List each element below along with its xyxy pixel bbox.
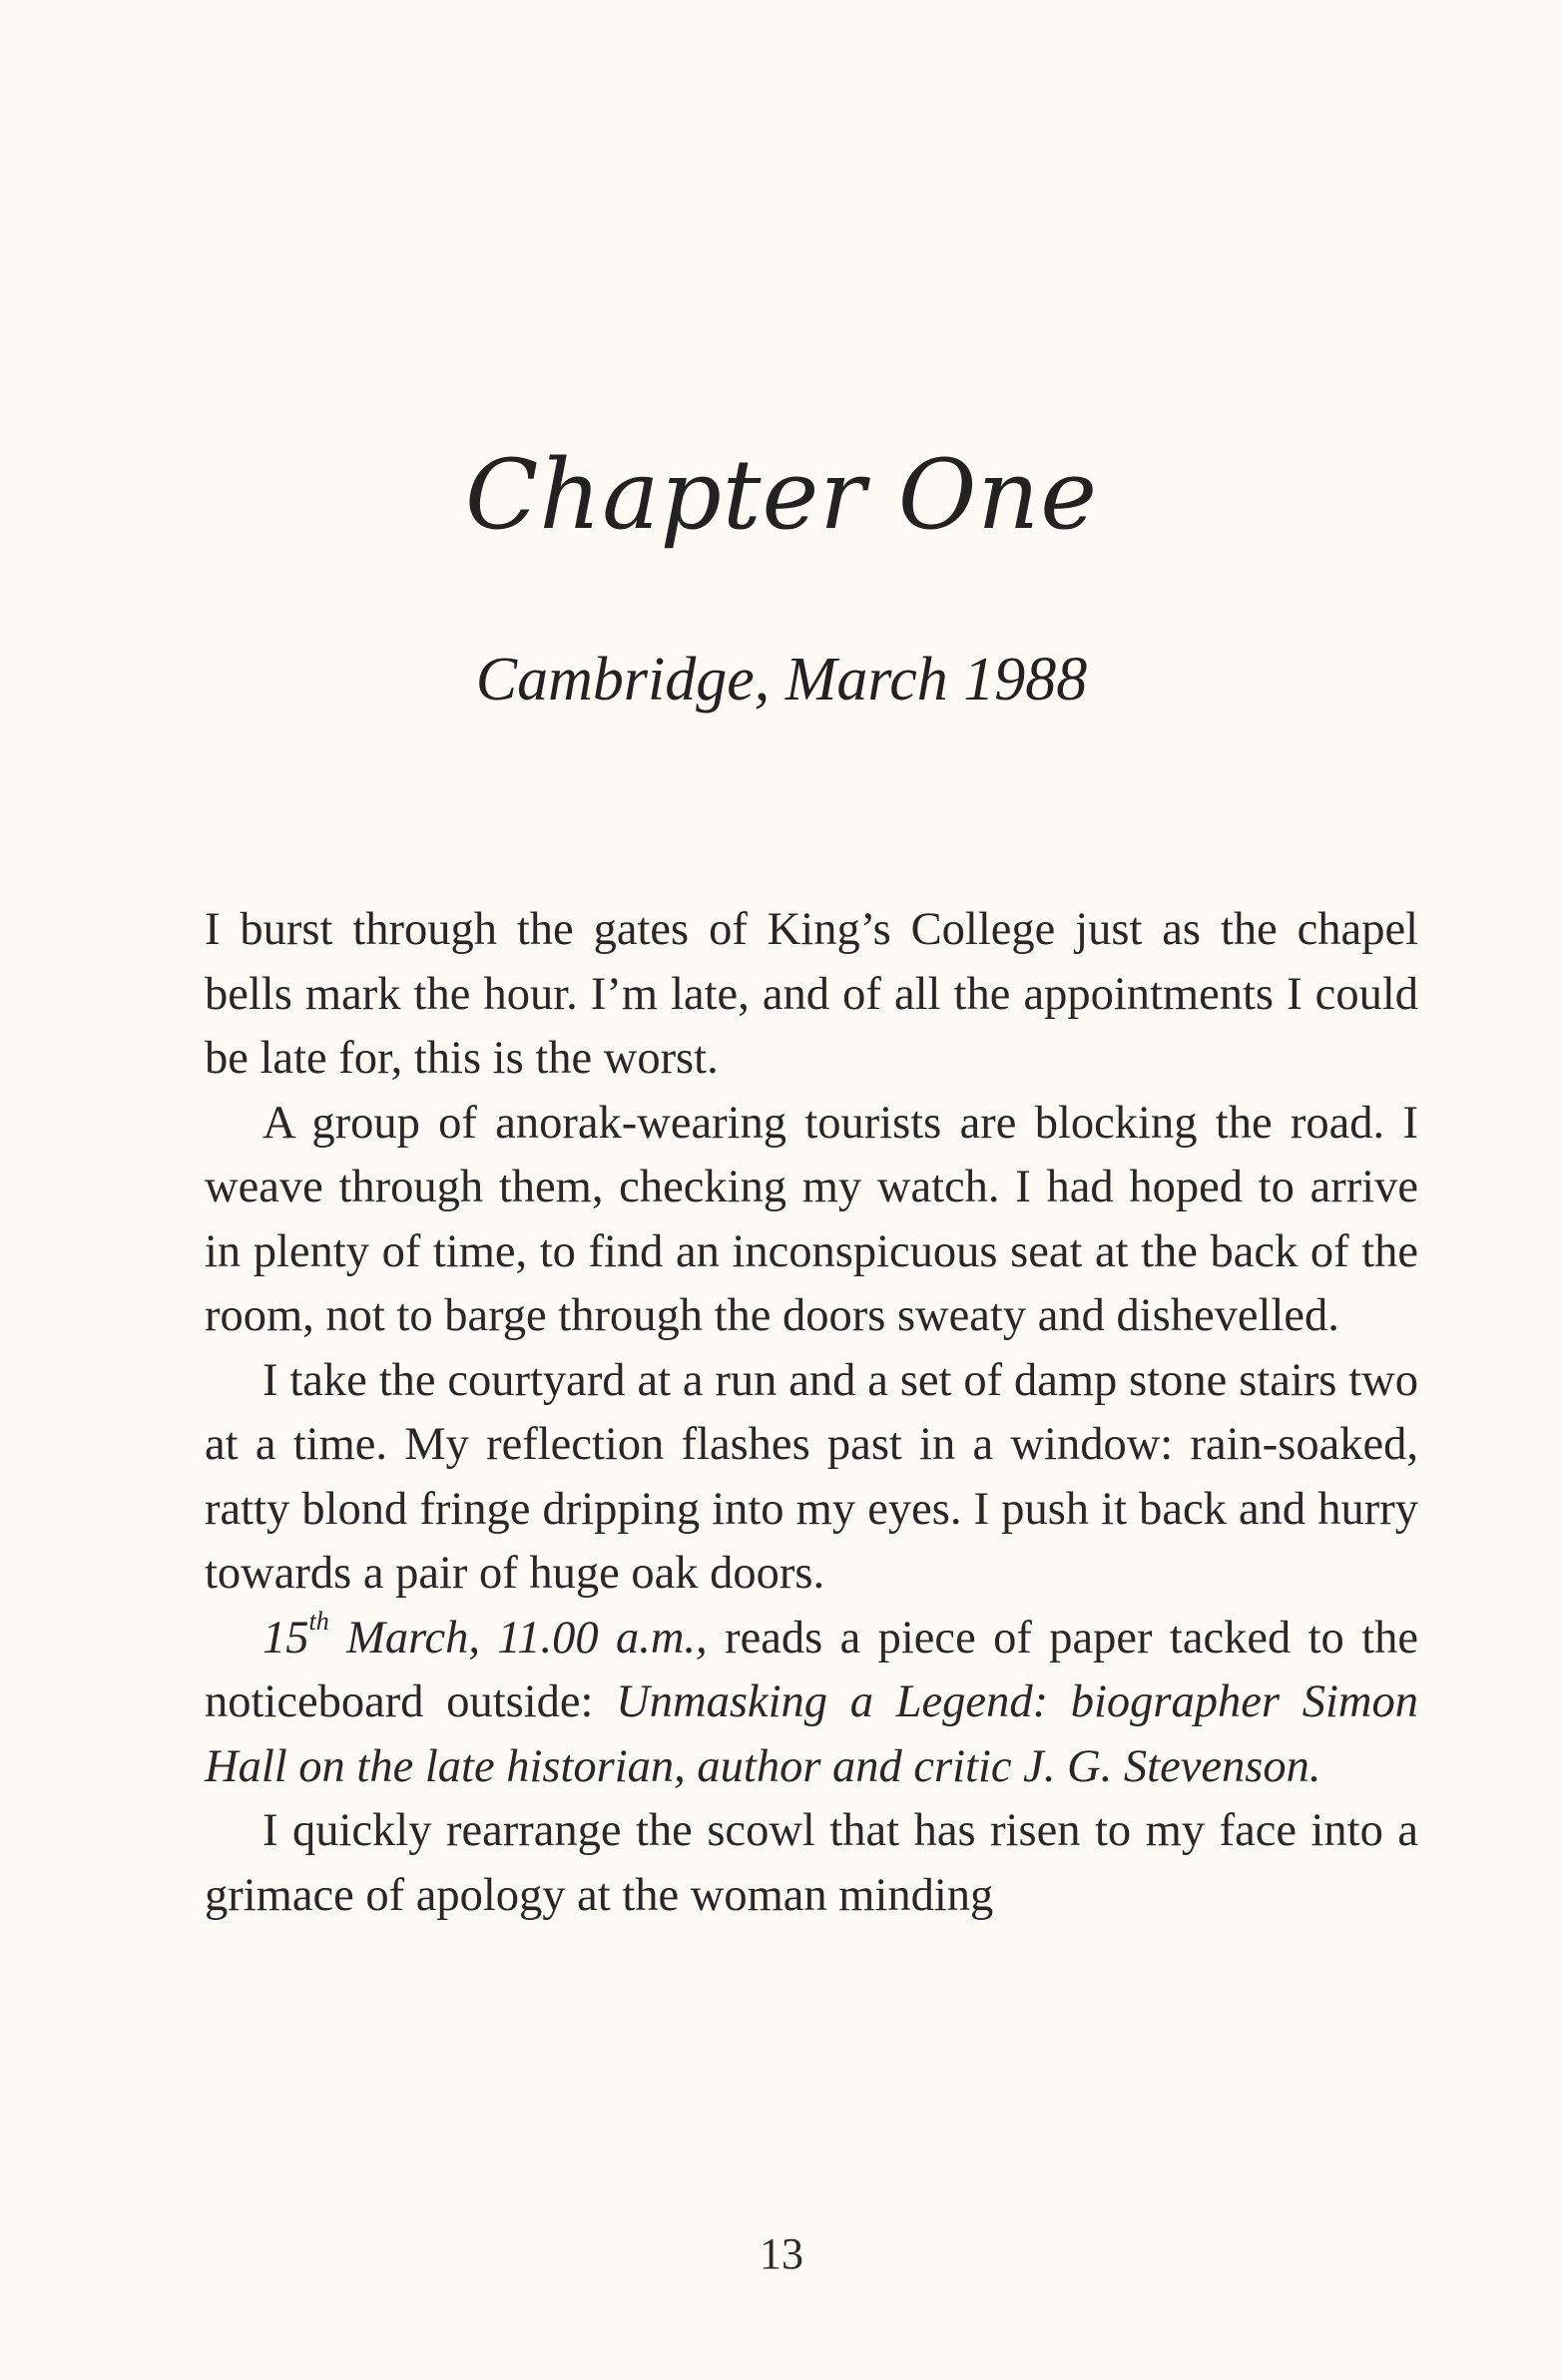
notice-title: Unmasking a Legend: biographer Simon Hall on the late historian, author and critic J. G. Stevenson. (205, 1676, 1418, 1792)
paragraph-3: I take the courtyard at a run and a set of damp stone stairs two at a time. My reflection flashes past in a window: rain-soaked, ratty blond fringe dripping into my eyes. I push it back and hurry towards a pair of huge oak doors. (205, 1354, 1418, 1599)
notice-date (262, 1607, 708, 1664)
paragraph-5: I quickly rearrange the scowl that has risen to my face into a grimace of apology at the woman minding (205, 1805, 1418, 1921)
page-number: 13 (760, 2229, 803, 2278)
notice-date-day: 15 (262, 1612, 309, 1664)
paragraph-4 (205, 1607, 1418, 1800)
notice-date-suffix: th (308, 1607, 329, 1636)
chapter-subtitle: Cambridge, March 1988 (475, 646, 1088, 714)
paragraph-2: A group of anorak-wearing tourists are blocking the road. I weave through them, checking my watch. I had hoped to arrive in plenty of time, to find an inconspicuous seat at the back of the room, not to barge through the doors sweaty and dishevelled. (205, 1097, 1418, 1341)
paragraph-1: I burst through the gates of King’s College just as the chapel bells mark the hour. I’m late, and of all the appointments I could be late for, this is the worst. (205, 904, 1418, 1084)
chapter-title: Chapter One (464, 439, 1099, 551)
notice-date-rest: March, 11.00 a.m., (328, 1612, 708, 1664)
paragraph-4-middle: reads a piece of paper tacked to the noticeboard outside: (205, 1612, 1419, 1727)
body-text (205, 898, 1418, 1928)
